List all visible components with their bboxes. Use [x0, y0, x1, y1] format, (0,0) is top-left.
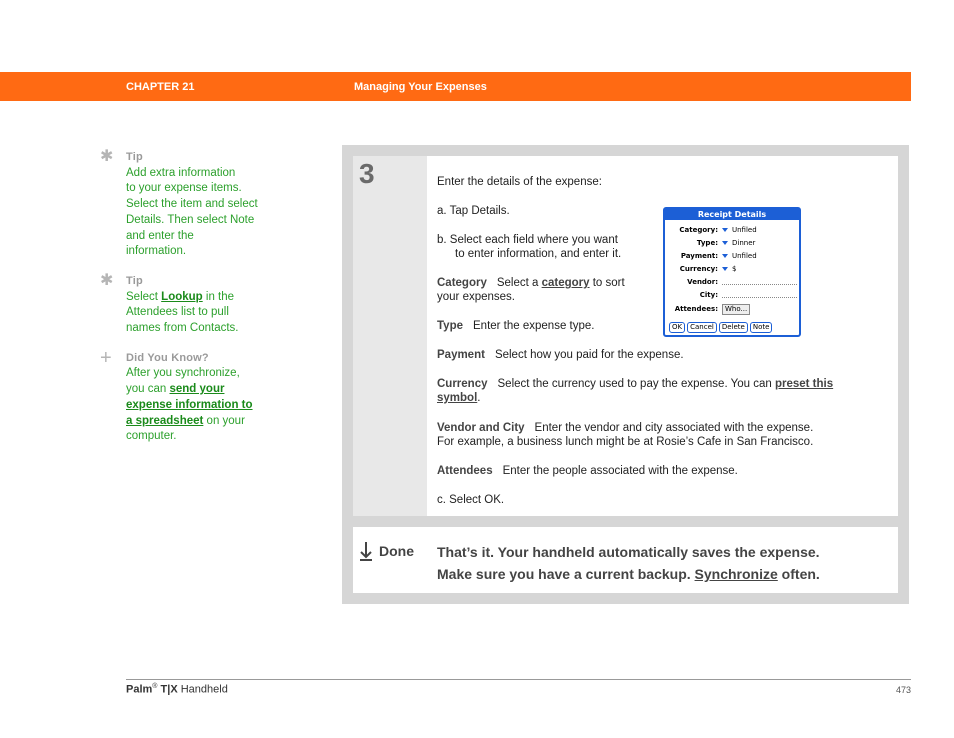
- receipt-row-attendees: [669, 303, 797, 315]
- send-expense-link[interactable]: a spreadsheet: [126, 414, 204, 427]
- tip-text: in the: [202, 290, 235, 303]
- preset-symbol-link[interactable]: symbol: [437, 392, 478, 404]
- plus-icon: +: [100, 346, 112, 369]
- substep-b: b. Select each field where you want: [437, 234, 618, 246]
- dropdown-arrow-icon: [722, 254, 728, 258]
- receipt-row-category: [669, 224, 797, 236]
- field-value[interactable]: [722, 263, 736, 275]
- tip-line: Details. Then select Note: [126, 213, 255, 226]
- field-key: Category:: [679, 226, 718, 234]
- done-label: Done: [379, 543, 414, 559]
- desc-text: Select the currency used to pay the expense. You can: [497, 378, 775, 390]
- dyk-text: you can: [126, 383, 170, 396]
- done-line-2: [437, 566, 820, 582]
- cancel-button[interactable]: Cancel: [687, 322, 717, 333]
- field-key: City:: [699, 291, 718, 299]
- payment-label: Payment: [437, 349, 485, 361]
- desc-text: to sort: [589, 277, 625, 289]
- tip-line: information.: [126, 245, 187, 258]
- step-number-column: [353, 156, 427, 516]
- delete-button[interactable]: Delete: [719, 322, 748, 333]
- category-desc: [437, 276, 625, 291]
- note-button[interactable]: Note: [750, 322, 773, 333]
- step-intro: Enter the details of the expense:: [437, 176, 602, 188]
- category-desc-line2: your expenses.: [437, 291, 515, 303]
- preset-symbol-link[interactable]: preset this: [774, 378, 834, 390]
- tip-text: Select: [126, 290, 162, 303]
- desc-text: Select how you paid for the expense.: [494, 349, 684, 361]
- dyk-text: on your: [203, 414, 245, 427]
- vendor-label: Vendor and City: [437, 422, 525, 434]
- tip-block: [100, 150, 280, 260]
- attendees-label: Attendees: [437, 465, 493, 477]
- field-key: Attendees:: [674, 305, 718, 313]
- tip-line: Add extra information: [126, 166, 236, 179]
- payment-desc: [437, 348, 684, 363]
- substep-c: c. Select OK.: [437, 494, 505, 506]
- chapter-header-bar: [0, 72, 911, 101]
- tip-body: [126, 166, 280, 260]
- vendor-field[interactable]: [722, 284, 797, 285]
- dropdown-arrow-icon: [722, 241, 728, 245]
- brand-name: Palm: [126, 683, 153, 696]
- vendor-desc-line2: For example, a business lunch might be at Rosie’s Cafe in San Francisco.: [437, 436, 814, 448]
- chapter-title: Managing Your Expenses: [354, 81, 487, 93]
- substep-a: a. Tap Details.: [437, 205, 510, 217]
- who-button[interactable]: Who...: [722, 304, 750, 315]
- category-link[interactable]: category: [541, 277, 590, 289]
- field-key: Type:: [696, 239, 718, 247]
- receipt-row-type: [669, 237, 797, 249]
- page-number: 473: [895, 685, 911, 695]
- step-box: [353, 156, 898, 516]
- field-value[interactable]: [722, 224, 757, 236]
- asterisk-icon: ✱: [100, 271, 114, 289]
- tip-heading: Tip: [126, 274, 143, 287]
- tip-line: Select the item and select: [126, 198, 258, 211]
- substep-b-line2: to enter information, and enter it.: [455, 248, 622, 260]
- desc-text: Enter the expense type.: [473, 320, 595, 332]
- currency-label: Currency: [437, 378, 488, 390]
- field-value-text: $: [732, 265, 737, 273]
- did-you-know-heading: Did You Know?: [126, 351, 209, 364]
- receipt-row-currency: [669, 263, 797, 275]
- desc-text: Enter the people associated with the expense.: [502, 465, 738, 477]
- field-value-text: Unfiled: [732, 252, 757, 260]
- step-number: 3: [359, 158, 375, 189]
- did-you-know-body: [126, 366, 280, 445]
- dyk-line: [126, 398, 280, 414]
- lookup-link[interactable]: Lookup: [161, 290, 203, 303]
- field-value-text: Dinner: [732, 239, 756, 247]
- done-text: Make sure you have a current backup.: [437, 566, 695, 582]
- tip-block: [100, 271, 280, 337]
- field-value-text: Unfiled: [732, 226, 757, 234]
- synchronize-link[interactable]: Synchronize: [694, 566, 778, 582]
- sidebar: [100, 150, 280, 459]
- ok-button[interactable]: OK: [669, 322, 685, 333]
- dyk-line: [126, 414, 280, 430]
- dyk-line: [126, 382, 280, 398]
- desc-text: .: [477, 392, 481, 404]
- type-desc: [437, 319, 594, 334]
- tip-line: Attendees list to pull: [126, 306, 229, 319]
- tip-line: names from Contacts.: [126, 322, 239, 335]
- send-expense-link[interactable]: send your: [169, 383, 225, 396]
- dropdown-arrow-icon: [722, 228, 728, 232]
- dyk-line: After you synchronize,: [126, 367, 240, 380]
- did-you-know-block: [100, 346, 280, 445]
- receipt-row-city: [669, 289, 797, 301]
- done-text: often.: [777, 566, 820, 582]
- field-key: Currency:: [679, 265, 718, 273]
- asterisk-icon: ✱: [100, 148, 114, 165]
- receipt-title: Receipt Details: [665, 209, 799, 220]
- receipt-row-vendor: [669, 276, 797, 288]
- tip-line: to your expense items.: [126, 182, 242, 195]
- product-name: Handheld: [177, 683, 228, 696]
- currency-desc-line2: [437, 391, 480, 406]
- tip-line: and enter the: [126, 229, 194, 242]
- receipt-buttons: [669, 322, 774, 333]
- city-field[interactable]: [722, 297, 797, 298]
- field-key: Payment:: [680, 252, 718, 260]
- tip-line: [126, 290, 280, 306]
- tip-heading: Tip: [126, 151, 143, 163]
- field-key: Vendor:: [687, 278, 718, 286]
- type-label: Type: [437, 320, 463, 332]
- send-expense-link[interactable]: expense information to: [126, 398, 253, 411]
- category-label: Category: [437, 277, 487, 289]
- currency-desc: [437, 377, 833, 392]
- field-value[interactable]: [722, 237, 755, 249]
- vendor-desc: [437, 421, 813, 436]
- desc-text: Select a: [496, 277, 542, 289]
- done-box: [353, 527, 898, 593]
- done-line-1: That’s it. Your handheld automatically saves the expense.: [437, 544, 820, 560]
- field-value[interactable]: [722, 250, 757, 262]
- chapter-number: CHAPTER 21: [126, 81, 195, 93]
- receipt-row-payment: [669, 250, 797, 262]
- attendees-desc: [437, 464, 738, 479]
- tip-body: [126, 290, 280, 337]
- desc-text: Enter the vendor and city associated with the expense.: [534, 422, 814, 434]
- footer-divider: [126, 679, 911, 680]
- dyk-line: computer.: [126, 430, 177, 443]
- registered-mark: ®: [152, 683, 158, 690]
- down-arrow-icon: [359, 541, 373, 561]
- model-name: T|X: [157, 683, 178, 696]
- footer-product: [126, 683, 228, 696]
- receipt-details-screenshot: [663, 207, 801, 337]
- dropdown-arrow-icon: [722, 267, 728, 271]
